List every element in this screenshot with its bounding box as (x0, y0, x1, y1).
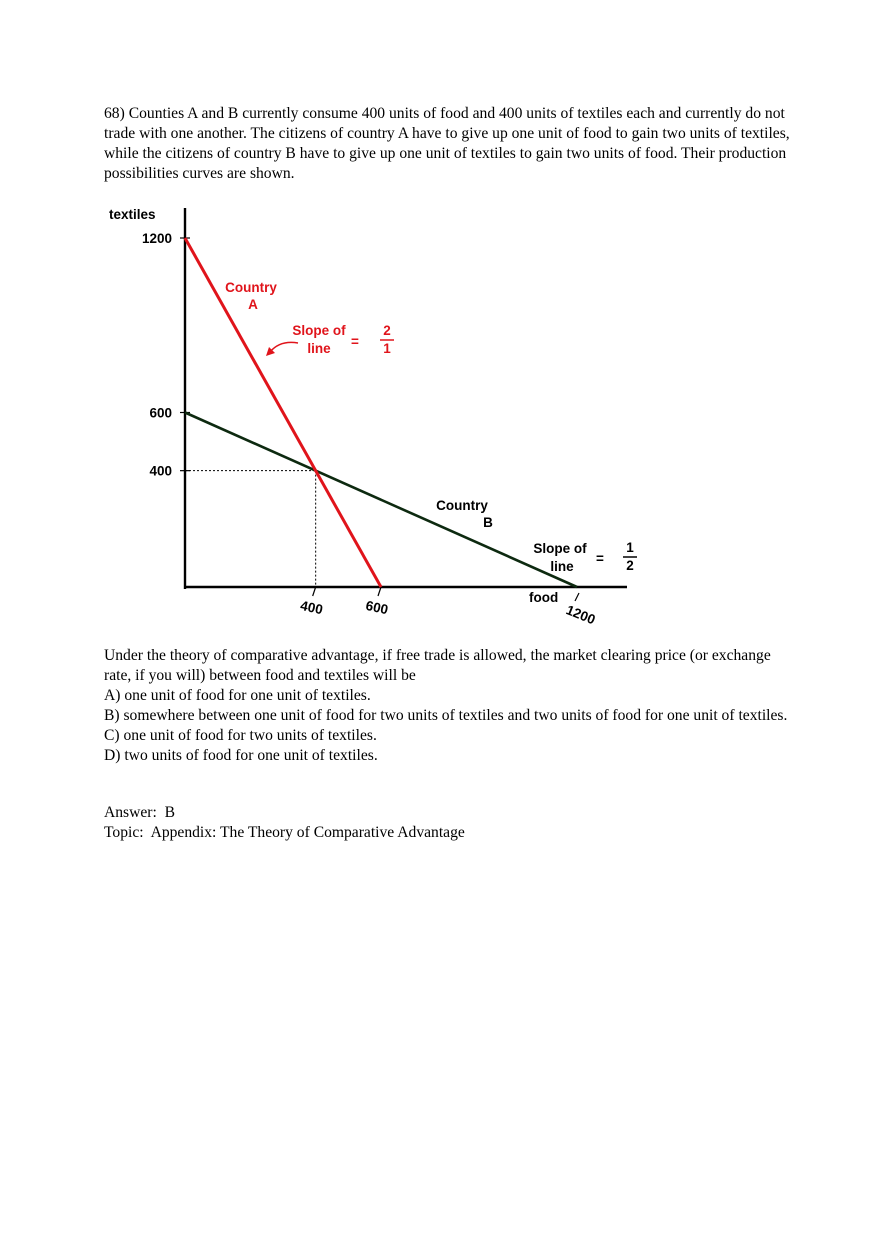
slope-arrow-curve (270, 342, 298, 352)
x-tick-label-1: 600 (364, 597, 390, 618)
country-b-label-1: Country (436, 498, 488, 513)
country-b-slope-label-2: line (550, 559, 574, 574)
option-b: B) somewhere between one unit of food for two units of textiles and two units of food for one unit of textiles. (104, 707, 788, 724)
country-a-label-1: Country (225, 280, 277, 295)
country-a-line (185, 238, 381, 587)
country-b-slope-num: 1 (626, 540, 634, 555)
country-b-label-2: B (483, 515, 493, 530)
country-a-slope-eq: = (351, 334, 359, 349)
country-b-slope-label-1: Slope of (533, 541, 587, 556)
answer-label: Answer: (104, 804, 157, 821)
question-number: 68) (104, 105, 125, 122)
x-tick-label-2: 1200 (563, 602, 598, 628)
option-d: D) two units of food for one unit of textiles. (104, 747, 378, 764)
topic-label: Topic: (104, 824, 144, 841)
x-tick-mark-0 (313, 587, 316, 596)
country-a-slope-num: 2 (383, 323, 391, 338)
x-tick-label-0: 400 (299, 597, 325, 618)
answer-meta (104, 803, 794, 843)
country-a-slope-den: 1 (383, 341, 391, 356)
country-b-slope-eq: = (596, 551, 604, 566)
option-c: C) one unit of food for two units of textiles. (104, 727, 377, 744)
topic-value: Appendix: The Theory of Comparative Advantage (150, 824, 465, 841)
question-prompt: Under the theory of comparative advantage, if free trade is allowed, the market clearing price (or exchange rate, if you will) between food and textiles will be (104, 647, 771, 684)
answer-value: B (164, 804, 176, 821)
answer-choices (104, 646, 794, 766)
y-tick-label-1: 600 (149, 405, 172, 421)
question-body: Counties A and B currently consume 400 units of food and 400 units of textiles each and currently do not trade with one another. The citizens of country A have to give up one unit of food to gain two units of textiles, while the citizens of country B have to give up one unit of textiles to gain two units of food. Their production possibilities curves are shown. (104, 105, 790, 182)
topic-line (104, 823, 794, 843)
country-b-line (185, 413, 577, 588)
country-a-slope-label-2: line (307, 341, 331, 356)
x-tick-mark-1 (378, 587, 381, 596)
x-tick-mark-2 (575, 593, 579, 601)
y-tick-label-0: 1200 (141, 231, 172, 246)
country-b-slope-den: 2 (626, 558, 634, 573)
answer-line (104, 803, 794, 823)
x-axis-label: food (529, 590, 559, 605)
y-tick-label-2: 400 (149, 463, 172, 479)
option-a: A) one unit of food for one unit of textiles. (104, 687, 371, 704)
country-a-slope-label-1: Slope of (292, 323, 346, 338)
y-axis-label: textiles (109, 207, 156, 222)
country-a-label-2: A (248, 297, 258, 312)
